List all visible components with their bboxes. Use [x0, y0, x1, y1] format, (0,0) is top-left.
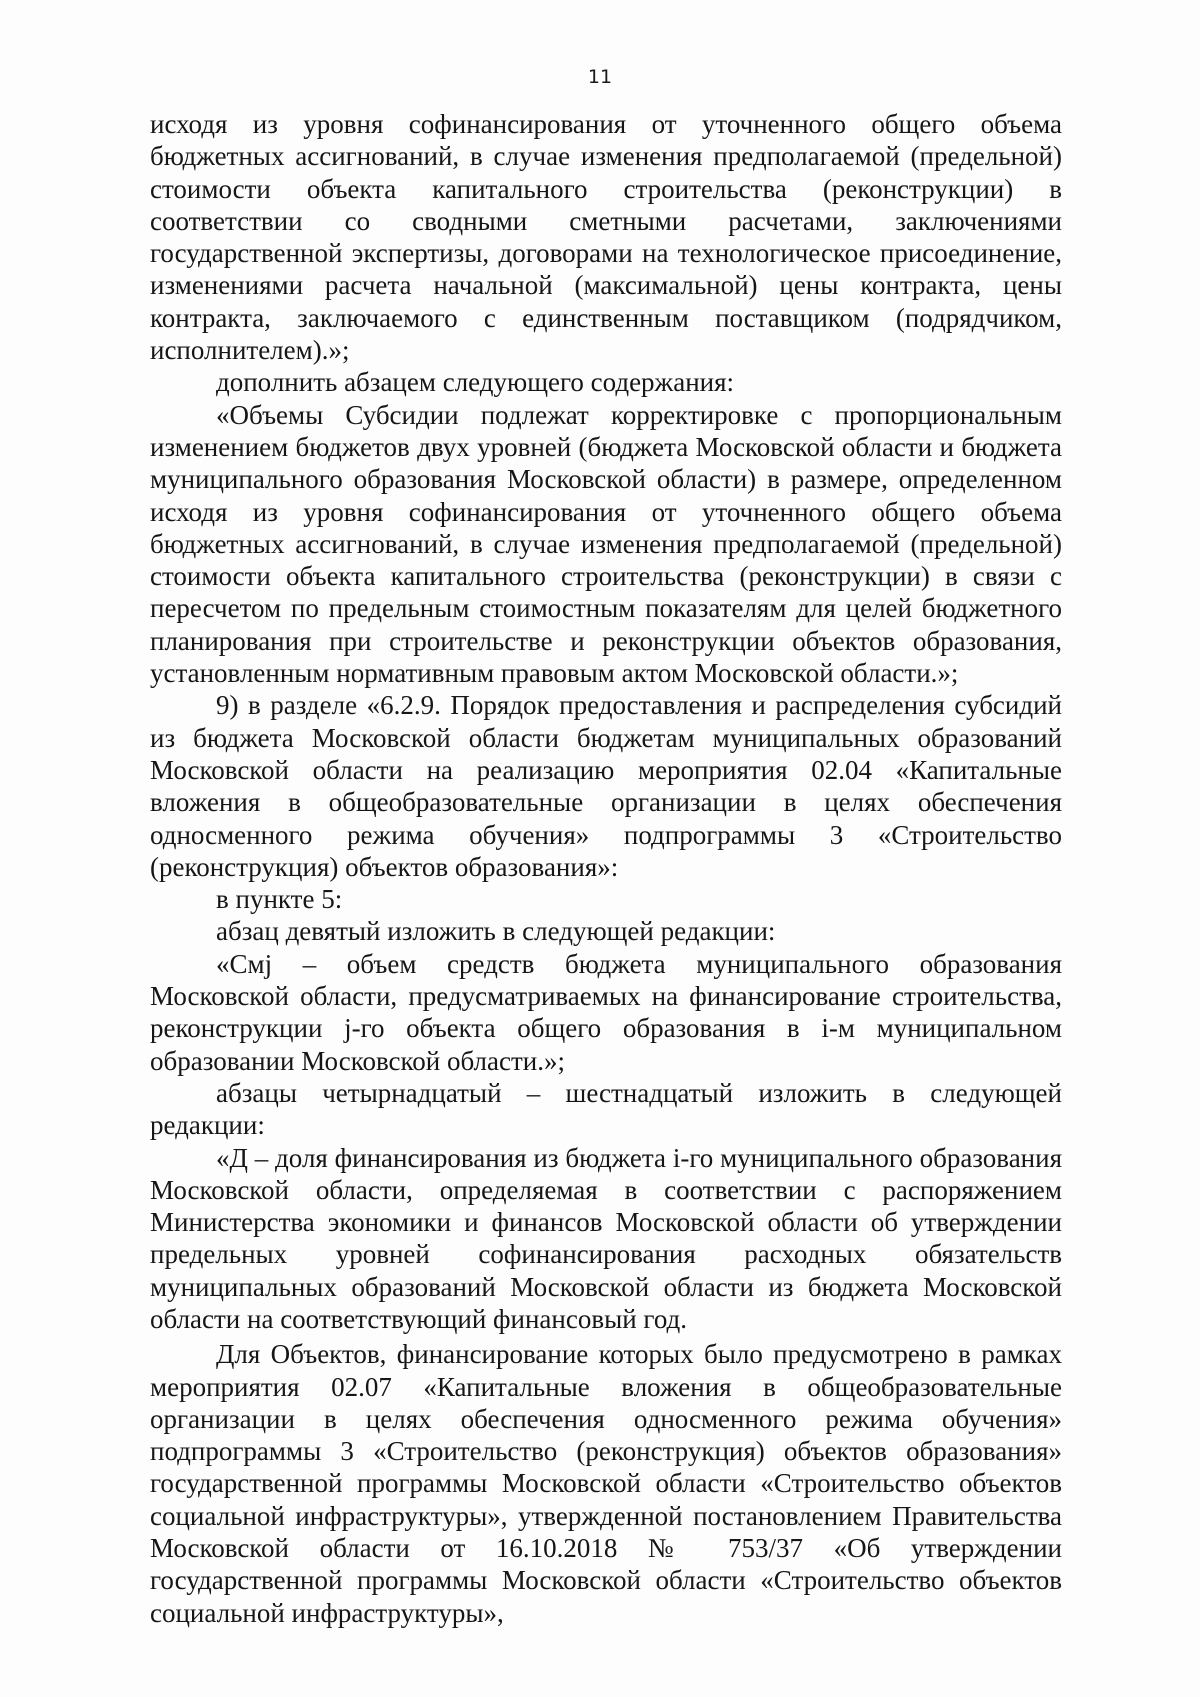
paragraph: в пункте 5: [216, 884, 343, 915]
paragraph: Для Объектов, финансирование которых было предусмотрено в рамках мероприятия 02.07 «Капитальные вложения в общеобразовательные организации в целях обеспечения односменного режима обучения» подпрограммы 3 «Строительство (реконструкция) объектов образования» государственной программы Московской области «Строительство объектов социальной инфраструктуры», утвержденной постановлением Правительства Московской области от 16.10.2018 № 753/37 «Об утверждении государственной программы Московской области «Строительство объектов социальной инфраструктуры», [150, 1339, 1062, 1628]
paragraph-quoted: «Объемы Субсидии подлежат корректировке с пропорциональным изменением бюджетов двух уровней (бюджета Московской области и бюджета муниципального образования Московской области) в размере, определенном исходя из уровня софинансирования от уточненного общего объема бюджетных ассигнований, в случае изменения предполагаемой (предельной) стоимости объекта капитального строительства (реконструкции) в связи с пересчетом по предельным стоимостным показателям для целей бюджетного планирования при строительстве и реконструкции объектов образования, установленным нормативным правовым актом Московской области.»; [150, 399, 1062, 689]
paragraph: дополнить абзацем следующего содержания: [216, 367, 735, 398]
paragraph: абзацы четырнадцатый – шестнадцатый изложить в следующей редакции: [150, 1077, 1062, 1141]
page-number: 11 [587, 66, 613, 88]
paragraph-item-9: 9) в разделе «6.2.9. Порядок предоставления и распределения субсидий из бюджета Московской области бюджетам муниципальных образований Московской области на реализацию мероприятия 02.04 «Капитальные вложения в общеобразовательные организации в целях обеспечения односменного режима обучения» подпрограммы 3 «Строительство (реконструкция) объектов образования»: [150, 690, 1062, 882]
paragraph-continuation: исходя из уровня софинансирования от уточненного общего объема бюджетных ассигнований, в случае изменения предполагаемой (предельной) стоимости объекта капитального строительства (реконструкции) в соответствии со сводными сметными расчетами, заключениями государственной экспертизы, договорами на технологическое присоединение, изменениями расчета начальной (максимальной) цены контракта, цены контракта, заключаемого с единственным поставщиком (подрядчиком, исполнителем).»; [150, 109, 1062, 366]
paragraph: абзац девятый изложить в следующей редакции: [216, 916, 776, 947]
paragraph-quoted: «Д – доля финансирования из бюджета i-го муниципального образования Московской области, определяемая в соответствии с распоряжением Министерства экономики и финансов Московской области об утверждении предельных уровней софинансирования расходных обязательств муниципальных образований Московской области из бюджета Московской области на соответствующий финансовый год. [150, 1142, 1062, 1334]
paragraph-quoted: «Смj – объем средств бюджета муниципального образования Московской области, предусматриваемых на финансирование строительства, реконструкции j-го объекта общего образования в i-м муниципальном образовании Московской области.»; [150, 948, 1062, 1076]
document-body [150, 108, 1062, 1629]
